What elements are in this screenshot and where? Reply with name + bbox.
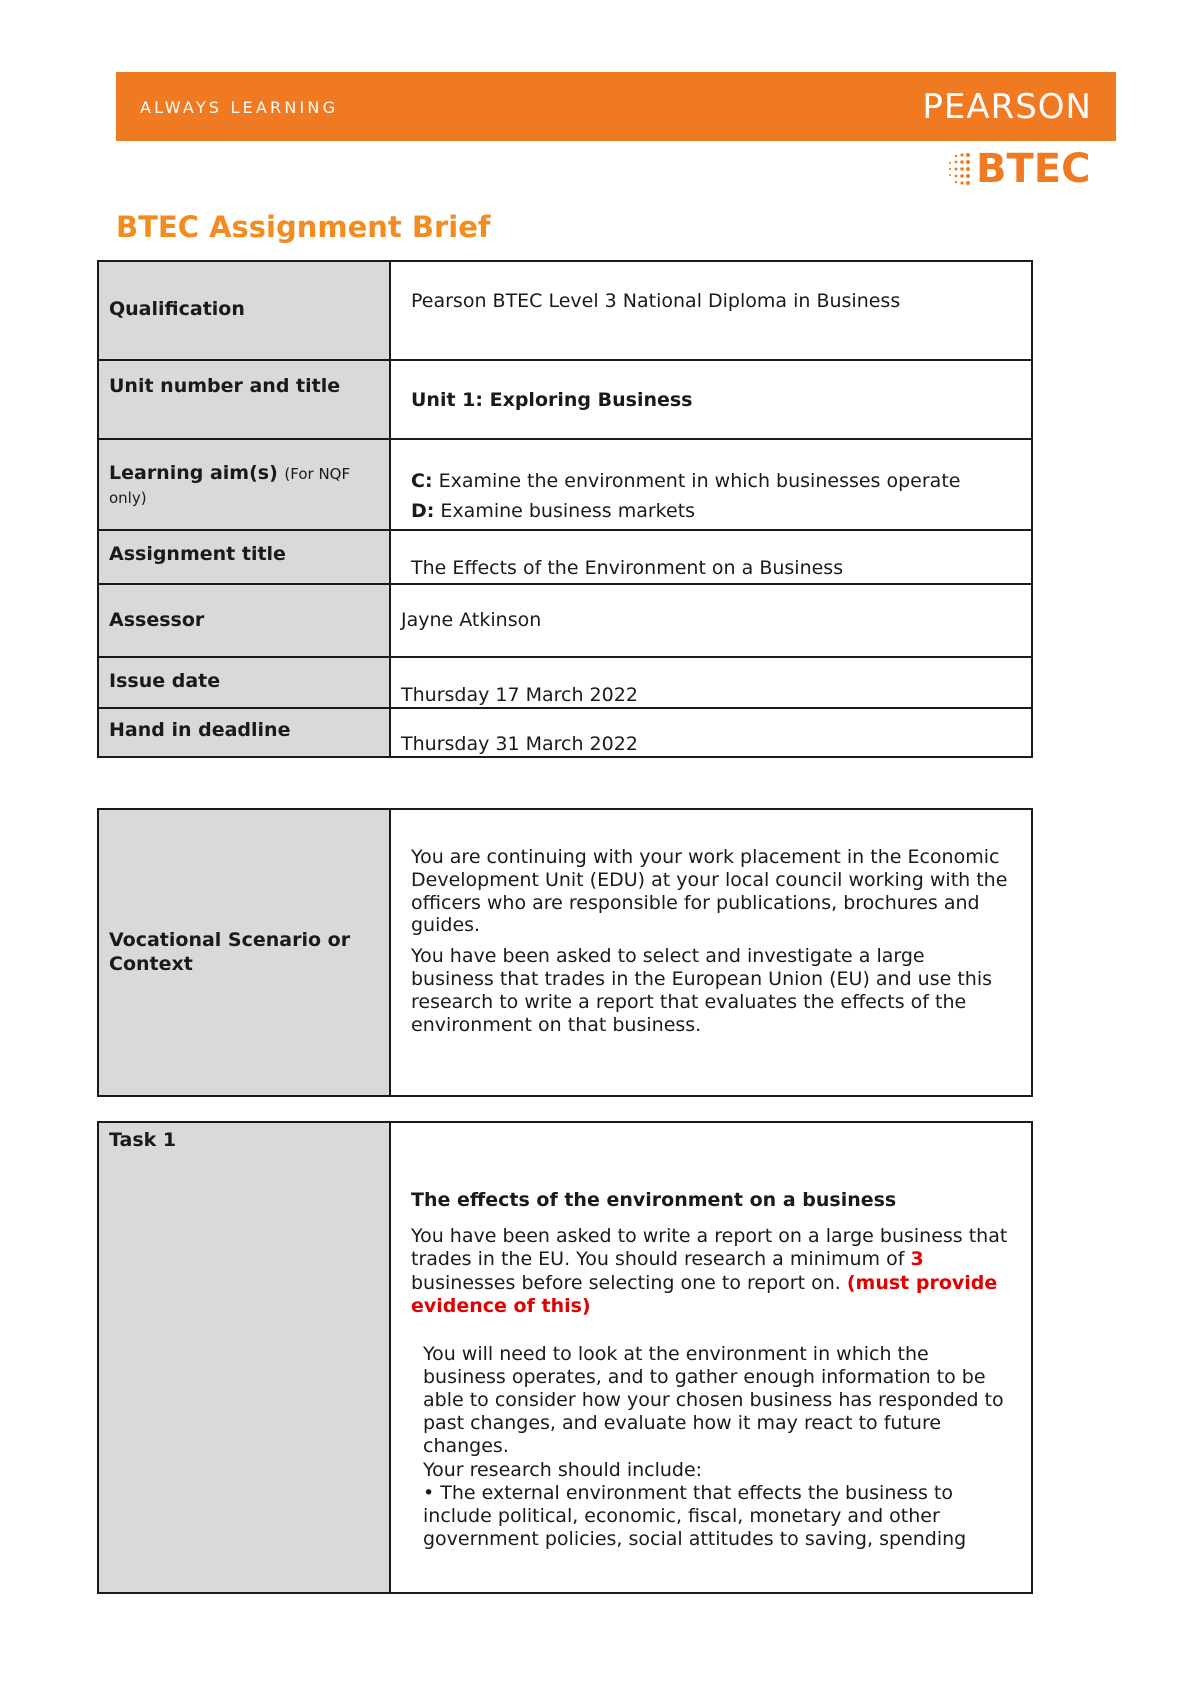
scenario-label-cell xyxy=(98,809,390,1096)
row-qualification xyxy=(98,261,1032,360)
assessor-label: Assessor xyxy=(109,609,205,631)
row-unit xyxy=(98,360,1032,439)
deadline-value-cell xyxy=(390,708,1032,757)
row-learning-aims xyxy=(98,439,1032,530)
task-1-paragraph-3: Your research should include: xyxy=(423,1458,703,1481)
tagline: ALWAYS LEARNING xyxy=(140,98,339,117)
row-assignment-title xyxy=(98,530,1032,584)
deadline-label: Hand in deadline xyxy=(109,719,291,741)
issue-value-cell xyxy=(390,657,1032,708)
aim-c: C: Examine the environment in which businesses operate xyxy=(411,470,961,492)
task-1-label-cell xyxy=(98,1122,390,1593)
task-1-paragraph-2: You will need to look at the environment in which the business operates, and to gather enough information to be able to consider how your chosen business has responded to past changes, and evaluate how it may react to future changes. xyxy=(423,1342,1004,1458)
aims-note: (For NQF only) xyxy=(109,465,351,507)
row-task-1 xyxy=(98,1122,1032,1593)
row-assessor xyxy=(98,584,1032,657)
unit-value: Unit 1: Exploring Business xyxy=(411,389,693,411)
list-item: • The external environment that effects the business to include political, economic, fiscal, monetary and other government policies, social attitudes to saving, spending xyxy=(423,1482,1011,1552)
unit-label: Unit number and title xyxy=(109,375,341,397)
qualification-label-cell xyxy=(98,261,390,360)
row-issue-date xyxy=(98,657,1032,708)
aims-label-cell xyxy=(98,439,390,530)
scenario-table xyxy=(97,808,1033,1097)
unit-value-cell xyxy=(390,360,1032,439)
issue-label-cell xyxy=(98,657,390,708)
pearson-logo: PEARSON xyxy=(922,86,1092,127)
scenario-value-cell xyxy=(390,809,1032,1096)
assignment-label: Assignment title xyxy=(109,543,286,565)
unit-label-cell xyxy=(98,360,390,439)
scenario-paragraph-2: You have been asked to select and investigate a large business that trades in the European Union (EU) and use this research to write a report that evaluates the effects of the environment on that business. xyxy=(411,945,993,1036)
assignment-value: The Effects of the Environment on a Business xyxy=(411,557,844,579)
task-1-label: Task 1 xyxy=(109,1129,177,1151)
scenario-label: Vocational Scenario or Context xyxy=(109,928,351,975)
aim-d: D: Examine business markets xyxy=(411,500,696,523)
row-scenario xyxy=(98,809,1032,1096)
qualification-label: Qualification xyxy=(109,298,245,320)
btec-logo-text: BTEC xyxy=(976,146,1091,192)
row-deadline xyxy=(98,708,1032,757)
document-title: BTEC Assignment Brief xyxy=(116,210,491,244)
task-1-intro: You have been asked to write a report on a large business that trades in the EU. You should research a minimum of 3 businesses before selecting one to report on. (must provide evidence of this) xyxy=(411,1224,1008,1318)
task-1-table xyxy=(97,1121,1033,1594)
task-1-content-cell xyxy=(390,1122,1032,1593)
qualification-value-cell xyxy=(390,261,1032,360)
assignment-details-table xyxy=(97,260,1033,758)
assessor-value-cell xyxy=(390,584,1032,657)
issue-value: Thursday 17 March 2022 xyxy=(401,684,638,706)
scenario-paragraph-1: You are continuing with your work placement in the Economic Development Unit (EDU) at your local council working with the officers who are responsible for publications, brochures and guides. xyxy=(411,846,1008,937)
assignment-label-cell xyxy=(98,530,390,584)
assignment-value-cell xyxy=(390,530,1032,584)
assessor-value: Jayne Atkinson xyxy=(401,609,542,631)
aims-value-cell xyxy=(390,439,1032,530)
task-1-heading: The effects of the environment on a business xyxy=(411,1189,897,1211)
btec-dots-icon xyxy=(946,151,972,187)
aims-label: Learning aim(s) xyxy=(109,462,278,484)
btec-logo xyxy=(946,146,1090,192)
issue-label: Issue date xyxy=(109,670,221,692)
deadline-label-cell xyxy=(98,708,390,757)
qualification-value: Pearson BTEC Level 3 National Diploma in Business xyxy=(411,290,901,312)
deadline-value: Thursday 31 March 2022 xyxy=(401,733,638,755)
header-banner xyxy=(116,72,1116,141)
task-1-research-list xyxy=(423,1482,1011,1552)
assessor-label-cell xyxy=(98,584,390,657)
